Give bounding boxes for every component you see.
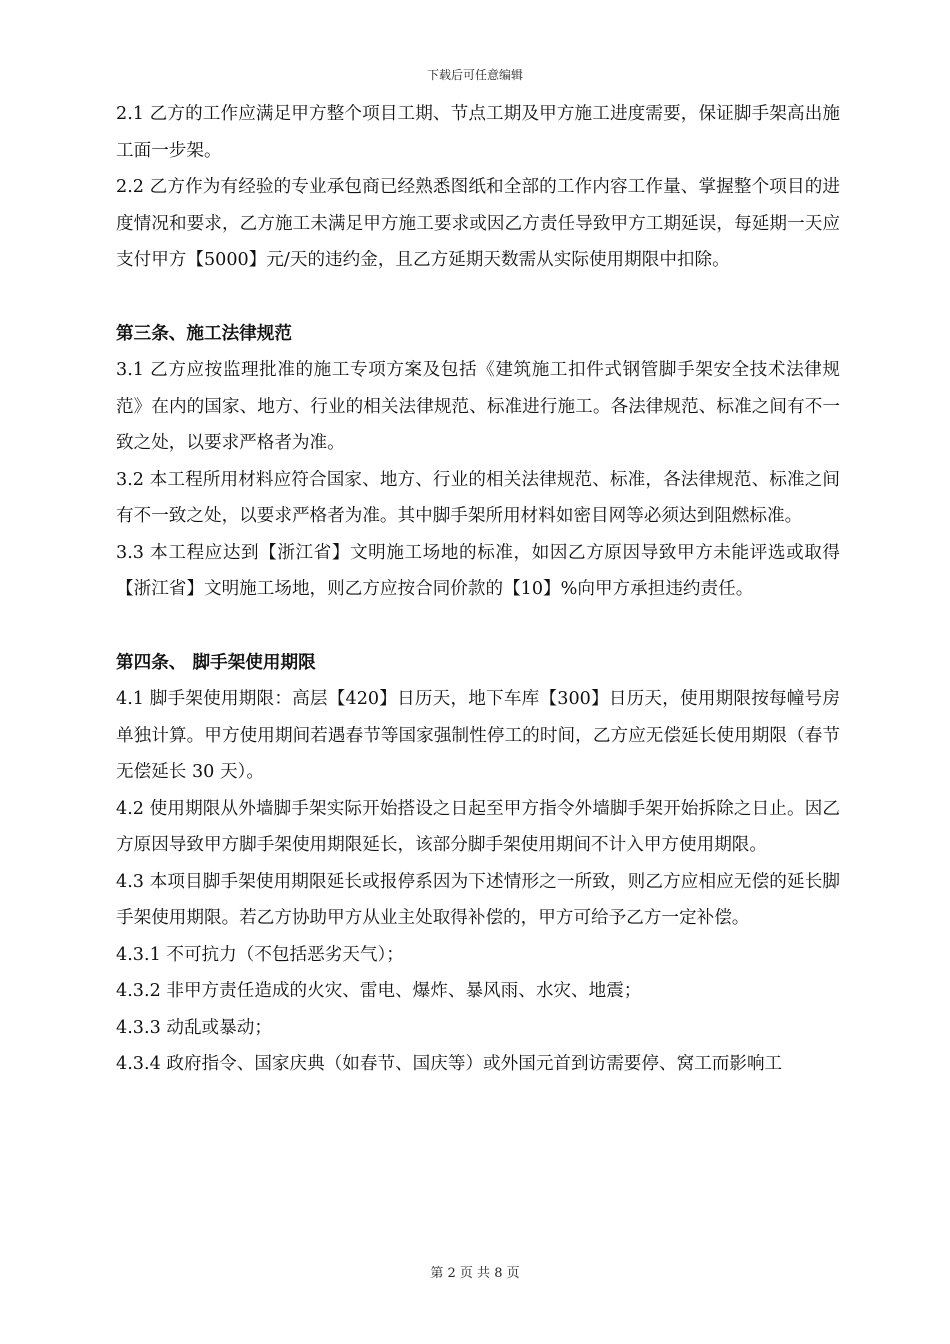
- clause-4-1: 4.1 脚手架使用期限：高层【420】日历天，地下车库【300】日历天，使用期限按每幢号房单独计算。甲方使用期间若遇春节等国家强制性停工的时间，乙方应无偿延长使用期限（春节无偿延长 30 天）。: [116, 689, 840, 782]
- clause-4-3: 4.3 本项目脚手架使用期限延长或报停系因为下述情形之一所致，则乙方应相应无偿的延长脚手架使用期限。若乙方协助甲方从业主处取得补偿的，甲方可给予乙方一定补偿。: [116, 871, 840, 928]
- page-footer: 第 2 页 共 8 页: [430, 1266, 520, 1281]
- section-gap: [116, 608, 840, 645]
- clause-4-3-1: 4.3.1 不可抗力（不包括恶劣天气）；: [116, 944, 404, 965]
- section-gap: [116, 279, 840, 316]
- clause-2-1: 2.1 乙方的工作应满足甲方整个项目工期、节点工期及甲方施工进度需要，保证脚手架高出施工面一步架。: [116, 104, 840, 161]
- clause-3-3: 3.3 本工程应达到【浙江省】文明施工场地的标准，如因乙方原因导致甲方未能评选或取得【浙江省】文明施工场地，则乙方应按合同价款的【10】%向甲方承担违约责任。: [116, 542, 840, 599]
- clause-3-1: 3.1 乙方应按监理批准的施工专项方案及包括《建筑施工扣件式钢管脚手架安全技术法律规范》在内的国家、地方、行业的相关法律规范、标准进行施工。各法律规范、标准之间有不一致之处，以要求严格者为准。: [116, 360, 840, 453]
- page-header: 下载后可任意编辑: [426, 68, 523, 82]
- clause-2-2: 2.2 乙方作为有经验的专业承包商已经熟悉图纸和全部的工作内容工作量、掌握整个项目的进度情况和要求，乙方施工未满足甲方施工要求或因乙方责任导致甲方工期延误，每延期一天应支付甲方【5000】元/天的违约金，且乙方延期天数需从实际使用期限中扣除。: [116, 177, 840, 270]
- clause-4-3-2: 4.3.2 非甲方责任造成的火灾、雷电、爆炸、暴风雨、水灾、地震；: [116, 981, 642, 1001]
- clause-4-2: 4.2 使用期限从外墙脚手架实际开始搭设之日起至甲方指令外墙脚手架开始拆除之日止。因乙方原因导致甲方脚手架使用期限延长，该部分脚手架使用期间不计入甲方使用期限。: [116, 798, 840, 855]
- document-body: [116, 96, 840, 1083]
- clause-4-3-4: 4.3.4 政府指令、国家庆典（如春节、国庆等）或外国元首到访需要停、窝工而影响工: [116, 1054, 783, 1074]
- section-heading-4: 第四条、 脚手架使用期限: [116, 652, 316, 673]
- clause-3-2: 3.2 本工程所用材料应符合国家、地方、行业的相关法律规范、标准，各法律规范、标准之间有不一致之处，以要求严格者为准。其中脚手架所用材料如密目网等必须达到阻燃标准。: [116, 469, 840, 526]
- clause-4-3-3: 4.3.3 动乱或暴动；: [116, 1017, 272, 1038]
- section-heading-3: 第三条、施工法律规范: [116, 323, 292, 344]
